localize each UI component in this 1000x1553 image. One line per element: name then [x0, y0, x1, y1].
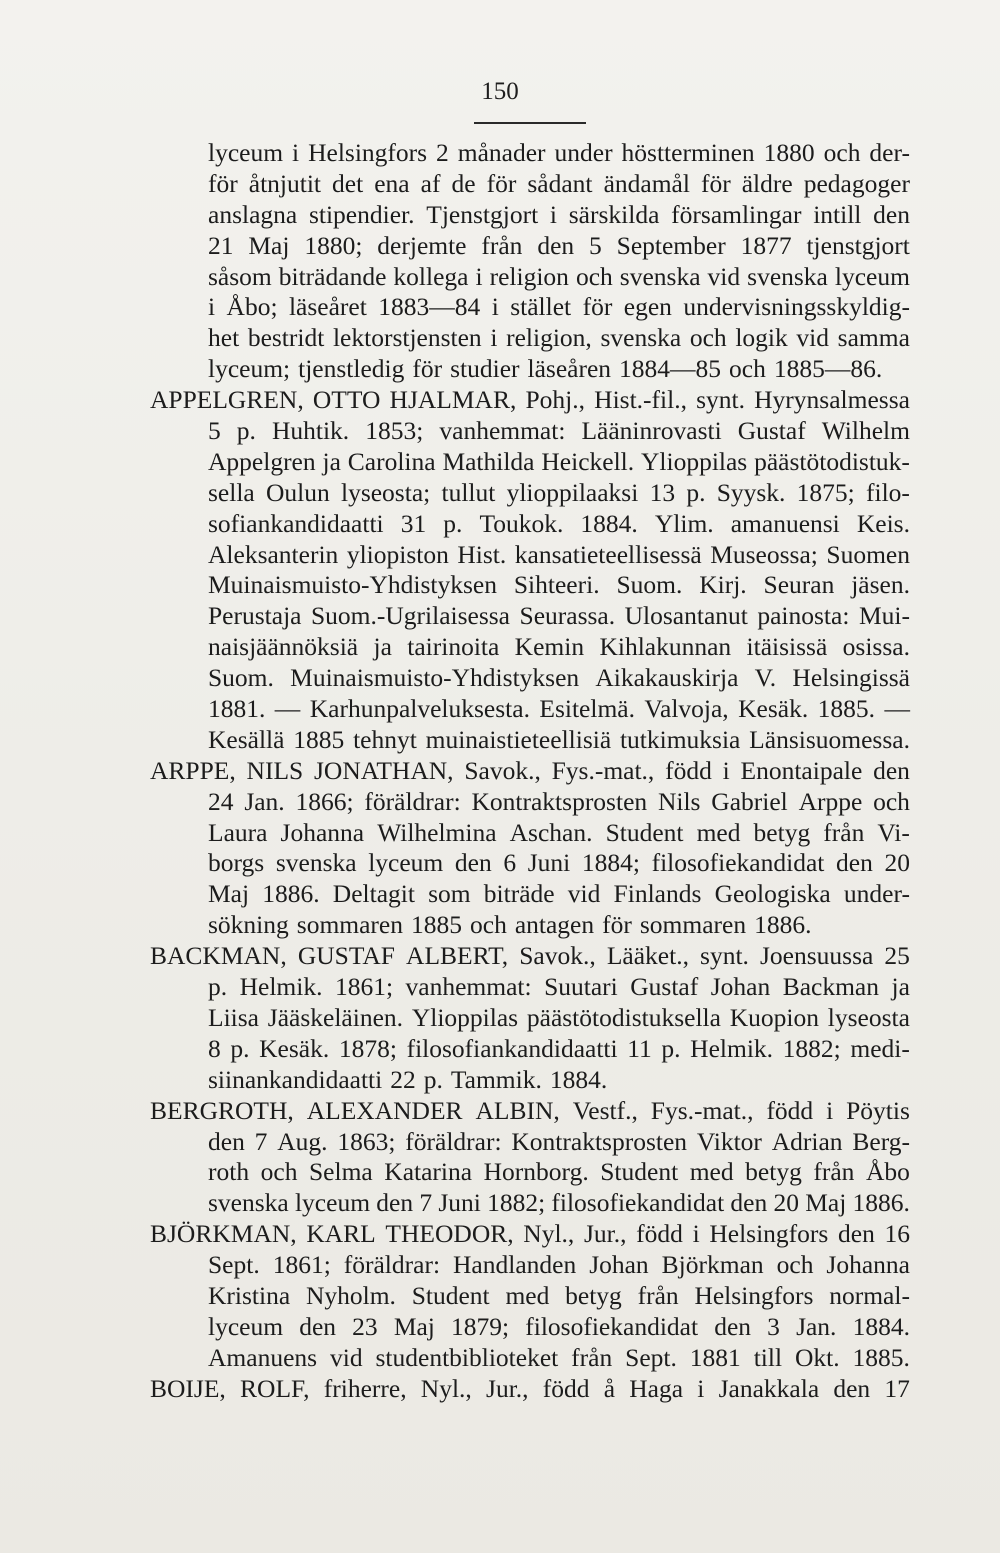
entry-first-line: BACKMAN, GUSTAF ALBERT, Savok., Lääket., synt. Joensuussa 25	[150, 941, 910, 971]
body-text	[150, 138, 910, 1405]
text-line: het bestridt lektorstjensten i religion, svenska och logik vid samma	[208, 323, 910, 353]
text-line: Liisa Jääskeläinen. Ylioppilas päästötodistuksella Kuopion lyseosta	[208, 1002, 910, 1032]
text-line: Aleksanterin yliopiston Hist. kansatieteellisessä Museossa; Suomen	[208, 539, 910, 569]
text-line: sofiankandidaatti 31 p. Toukok. 1884. Ylim. amanuensi Keis.	[208, 508, 910, 538]
page-number: 150	[481, 78, 519, 105]
text-line: lyceum den 23 Maj 1879; filosofiekandidat den 3 Jan. 1884.	[208, 1311, 910, 1341]
text-line: i Åbo; läseåret 1883—84 i stället för egen undervisningsskyldig-	[208, 292, 910, 322]
text-line: Appelgren ja Carolina Mathilda Heickell. Ylioppilas päästötodistuk-	[208, 446, 910, 476]
text-line: naisjäännöksiä ja tairinoita Kemin Kihlakunnan itäisissä osissa.	[208, 632, 910, 662]
text-line: p. Helmik. 1861; vanhemmat: Suutari Gustaf Johan Backman ja	[208, 972, 910, 1002]
text-line: 1881. — Karhunpalveluksesta. Esitelmä. Valvoja, Kesäk. 1885. —	[208, 694, 910, 724]
text-line: 5 p. Huhtik. 1853; vanhemmat: Lääninrovasti Gustaf Wilhelm	[208, 416, 910, 446]
text-line: lyceum; tjenstledig för studier läseåren 1884—85 och 1885—86.	[208, 354, 883, 384]
header-rule	[474, 122, 586, 124]
entry-first-line: APPELGREN, OTTO HJALMAR, Pohj., Hist.-fil., synt. Hyrynsalmessa	[150, 385, 910, 415]
entry-first-line: BJÖRKMAN, KARL THEODOR, Nyl., Jur., född i Helsingfors den 16	[150, 1219, 910, 1249]
text-line: svenska lyceum den 7 Juni 1882; filosofiekandidat den 20 Maj 1886.	[208, 1188, 910, 1218]
text-line: för åtnjutit det ena af de för sådant ändamål för äldre pedagoger	[208, 168, 910, 198]
text-line: såsom biträdande kollega i religion och svenska vid svenska lyceum	[208, 261, 910, 291]
text-line: Kristina Nyholm. Student med betyg från Helsingfors normal-	[208, 1280, 910, 1310]
text-line: anslagna stipendier. Tjenstgjort i särskilda församlingar intill den	[208, 199, 910, 229]
text-line: Maj 1886. Deltagit som biträde vid Finlands Geologiska under-	[208, 879, 910, 909]
text-line: lyceum i Helsingfors 2 månader under höstterminen 1880 och der-	[208, 138, 910, 167]
text-line: siinankandidaatti 22 p. Tammik. 1884.	[208, 1064, 608, 1094]
text-line: 24 Jan. 1866; föräldrar: Kontraktsprosten Nils Gabriel Arppe och	[208, 786, 910, 816]
text-line: borgs svenska lyceum den 6 Juni 1884; filosofiekandidat den 20	[208, 848, 910, 878]
text-line: den 7 Aug. 1863; föräldrar: Kontraktsprosten Viktor Adrian Berg-	[208, 1126, 910, 1156]
text-line: Suom. Muinaismuisto-Yhdistyksen Aikakauskirja V. Helsingissä	[208, 663, 910, 693]
text-line: sella Oulun lyseosta; tullut ylioppilaaksi 13 p. Syysk. 1875; filo-	[208, 477, 910, 507]
text-line: Amanuens vid studentbiblioteket från Sept. 1881 till Okt. 1885.	[208, 1342, 910, 1372]
text-line: Muinaismuisto-Yhdistyksen Sihteeri. Suom. Kirj. Seuran jäsen.	[208, 570, 910, 600]
text-line: Laura Johanna Wilhelmina Aschan. Student med betyg från Vi-	[208, 817, 910, 847]
text-line: Kesällä 1885 tehnyt muinaistieteellisiä tutkimuksia Länsisuomessa.	[208, 724, 910, 754]
text-line: Sept. 1861; föräldrar: Handlanden Johan Björkman och Johanna	[208, 1250, 910, 1280]
text-line: Perustaja Suom.-Ugrilaisessa Seurassa. Ulosantanut painosta: Mui-	[208, 601, 910, 631]
entry-first-line: BERGROTH, ALEXANDER ALBIN, Vestf., Fys.-mat., född i Pöytis	[150, 1095, 910, 1125]
text-line: 21 Maj 1880; derjemte från den 5 September 1877 tjenstgjort	[208, 230, 910, 260]
text-line: roth och Selma Katarina Hornborg. Student med betyg från Åbo	[208, 1157, 910, 1187]
text-line: sökning sommaren 1885 och antagen för sommaren 1886.	[208, 910, 812, 940]
text-line: 8 p. Kesäk. 1878; filosofiankandidaatti 11 p. Helmik. 1882; medi-	[208, 1033, 910, 1063]
entry-first-line: BOIJE, ROLF, friherre, Nyl., Jur., född å Haga i Janakkala den 17	[150, 1373, 910, 1403]
entry-first-line: ARPPE, NILS JONATHAN, Savok., Fys.-mat., född i Enontaipale den	[150, 755, 910, 785]
